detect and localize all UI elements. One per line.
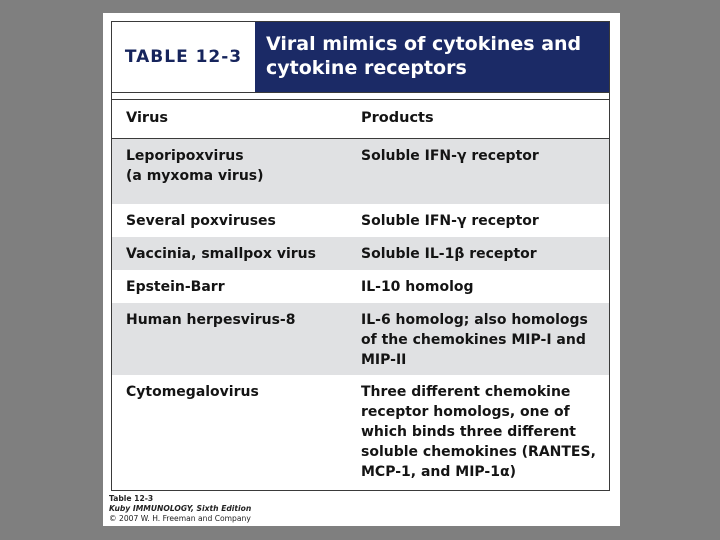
product-cell [361, 211, 601, 231]
column-headers [112, 99, 609, 139]
product-line: Soluble IFN-γ receptor [361, 148, 539, 164]
caption-label: Table 12-3 [109, 494, 154, 503]
virus-cell [126, 382, 348, 402]
virus-line: Human herpesvirus-8 [126, 312, 296, 328]
product-line: Soluble IFN-γ receptor [361, 213, 539, 229]
product-line: IL-10 homolog [361, 279, 474, 295]
virus-line: Several poxviruses [126, 213, 276, 229]
virus-cell [126, 244, 348, 264]
virus-line: Cytomegalovirus [126, 384, 259, 400]
product-cell [361, 382, 601, 482]
product-line: MCP-1, and MIP-1α) [361, 464, 516, 480]
virus-cell [126, 277, 348, 297]
table-row [112, 204, 609, 237]
product-line: receptor homologs, one of [361, 404, 570, 420]
caption-book: Kuby IMMUNOLOGY, Sixth Edition [109, 504, 252, 513]
product-line: Three different chemokine [361, 384, 571, 400]
virus-cell [126, 211, 348, 231]
product-line: IL-6 homolog; also homologs [361, 312, 588, 328]
table-header [112, 22, 609, 93]
column-header-products: Products [361, 110, 434, 126]
product-cell [361, 146, 601, 166]
virus-line: Leporipoxvirus [126, 148, 244, 164]
virus-line: (a myxoma virus) [126, 168, 264, 184]
slide [103, 13, 620, 526]
caption-copyright: © 2007 W. H. Freeman and Company [109, 514, 251, 523]
table-row [112, 303, 609, 375]
table-title [255, 22, 609, 92]
product-cell [361, 277, 601, 297]
table-row [112, 237, 609, 270]
virus-line: Vaccinia, smallpox virus [126, 246, 316, 262]
table-frame [111, 21, 610, 491]
virus-cell [126, 146, 348, 186]
table-row [112, 375, 609, 491]
product-cell [361, 310, 601, 370]
virus-cell [126, 310, 348, 330]
product-line: Soluble IL-1β receptor [361, 246, 537, 262]
column-header-virus: Virus [126, 110, 169, 126]
product-cell [361, 244, 601, 264]
product-line: which binds three different [361, 424, 576, 440]
product-line: of the chemokines MIP-I and [361, 332, 586, 348]
table-number: TABLE 12-3 [112, 22, 255, 92]
product-line: MIP-II [361, 352, 407, 368]
virus-line: Epstein-Barr [126, 279, 225, 295]
table-title-line-1: Viral mimics of cytokines and [266, 33, 582, 55]
table-row [112, 270, 609, 303]
product-line: soluble chemokines (RANTES, [361, 444, 596, 460]
figure-caption [109, 494, 251, 524]
table-row [112, 139, 609, 204]
table-title-line-2: cytokine receptors [266, 57, 467, 79]
